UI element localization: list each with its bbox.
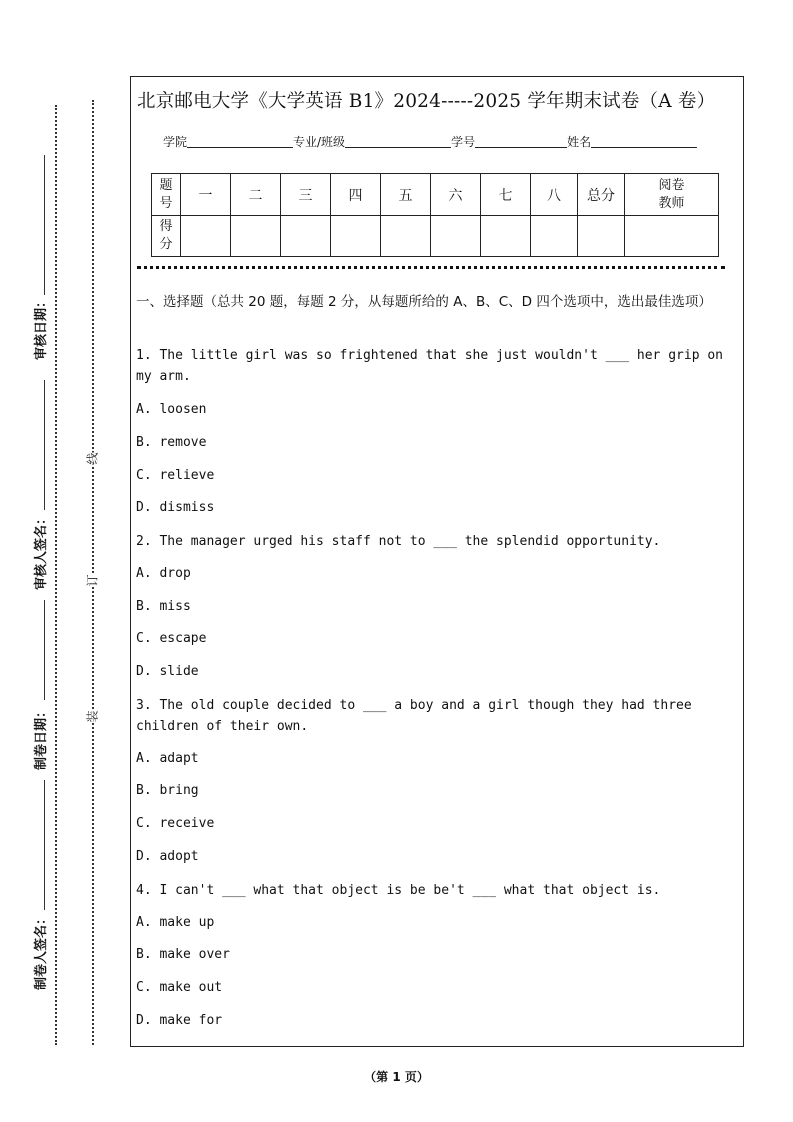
binding-dotted-line-outer: [55, 105, 57, 1045]
question-3-option-a[interactable]: A. adapt: [136, 751, 199, 766]
review-date-label: 审核日期：: [34, 294, 49, 360]
section-8-header: 八: [531, 174, 578, 216]
score-label-cell: 得 分: [152, 216, 181, 257]
question-no-cell: 题 号: [152, 174, 181, 216]
score-cell[interactable]: [281, 216, 331, 257]
question-1-option-a[interactable]: A. loosen: [136, 402, 207, 417]
question-3-option-c[interactable]: C. receive: [136, 816, 215, 831]
question-3-stem: 3. The old couple decided to ___ a boy and a girl though they had three children of their own.: [136, 698, 692, 734]
college-label: 学院: [163, 135, 188, 149]
reviewer-signature-blank: [44, 380, 45, 510]
score-cell[interactable]: [381, 216, 431, 257]
binding-char-bind: 订: [82, 574, 103, 586]
score-table: [151, 173, 719, 257]
grading-teacher-header: 阅卷 教师: [625, 174, 719, 216]
page-number: （第 1 页）: [364, 1070, 429, 1084]
question-1-option-d[interactable]: D. dismiss: [136, 500, 215, 515]
question-2-option-d[interactable]: D. slide: [136, 664, 199, 679]
question-2-option-b[interactable]: B. miss: [136, 599, 191, 614]
binding-char-line: 线: [82, 452, 103, 464]
major-class-blank[interactable]: [345, 135, 451, 148]
review-date-blank: [44, 155, 45, 295]
paper-maker-signature-blank: [44, 780, 45, 910]
score-cell[interactable]: [481, 216, 531, 257]
section-heading: 一、选择题（总共 20 题，每题 2 分，从每题所给的 A、B、C、D 四个选项中，选出最佳选项）: [136, 294, 712, 310]
section-7-header: 七: [481, 174, 531, 216]
question-3-option-b[interactable]: B. bring: [136, 783, 199, 798]
section-5-header: 五: [381, 174, 431, 216]
score-cell[interactable]: [531, 216, 578, 257]
question-4-option-a[interactable]: A. make up: [136, 915, 215, 930]
question-2-option-a[interactable]: A. drop: [136, 566, 191, 581]
binding-strip: [0, 0, 130, 1122]
paper-maker-signature-label: 制卷人签名：: [34, 911, 49, 990]
section-4-header: 四: [331, 174, 381, 216]
student-id-label: 学号: [451, 135, 476, 149]
question-2-option-c[interactable]: C. escape: [136, 631, 207, 646]
reviewer-signature-label: 审核人签名：: [34, 511, 49, 590]
section-3-header: 三: [281, 174, 331, 216]
binding-dotted-line-inner: [92, 100, 94, 1045]
name-blank[interactable]: [591, 135, 697, 148]
section-6-header: 六: [431, 174, 481, 216]
score-cell[interactable]: [181, 216, 231, 257]
total-score-cell[interactable]: [578, 216, 625, 257]
question-4-option-b[interactable]: B. make over: [136, 947, 230, 962]
grading-teacher-cell[interactable]: [625, 216, 719, 257]
score-table-header-row: [152, 174, 719, 216]
score-cell[interactable]: [231, 216, 281, 257]
question-1-option-c[interactable]: C. relieve: [136, 468, 215, 483]
question-1-option-b[interactable]: B. remove: [136, 435, 207, 450]
paper-date-label: 制卷日期：: [34, 704, 49, 770]
total-score-header: 总分: [578, 174, 625, 216]
section-2-header: 二: [231, 174, 281, 216]
question-4-option-d[interactable]: D. make for: [136, 1013, 223, 1028]
major-class-label: 专业/班级: [293, 135, 346, 149]
exam-frame: [130, 76, 744, 1047]
dotted-separator: [137, 266, 725, 269]
exam-title: 北京邮电大学《大学英语 B1》2024-----2025 学年期末试卷（A 卷）: [137, 91, 716, 112]
binding-char-pack: 装: [82, 710, 103, 722]
question-3-option-d[interactable]: D. adopt: [136, 849, 199, 864]
score-cell[interactable]: [331, 216, 381, 257]
score-table-score-row: [152, 216, 719, 257]
name-label: 姓名: [567, 135, 592, 149]
paper-date-blank: [44, 600, 45, 700]
question-1-stem: 1. The little girl was so frightened that she just wouldn't ___ her grip on my arm.: [136, 348, 723, 384]
question-4-stem: 4. I can't ___ what that object is be be't ___ what that object is.: [136, 883, 661, 898]
section-1-header: 一: [181, 174, 231, 216]
college-blank[interactable]: [187, 135, 293, 148]
score-cell[interactable]: [431, 216, 481, 257]
student-info-line: [163, 133, 697, 150]
question-4-option-c[interactable]: C. make out: [136, 980, 223, 995]
question-2-stem: 2. The manager urged his staff not to ___ the splendid opportunity.: [136, 534, 661, 549]
student-id-blank[interactable]: [475, 135, 567, 148]
